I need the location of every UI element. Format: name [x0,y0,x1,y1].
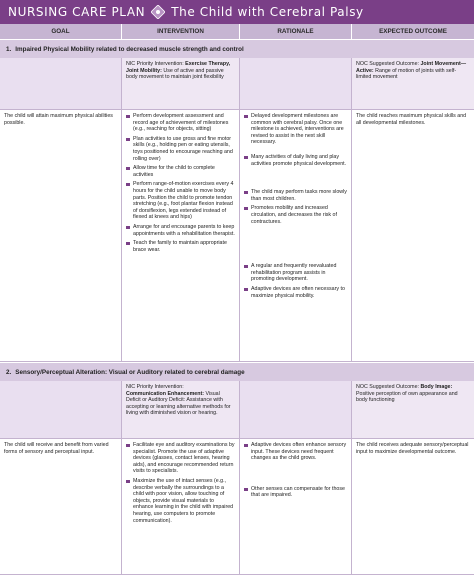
intervention-cell [122,439,240,575]
nic-prefix: NIC Priority Intervention: [126,384,184,390]
intervention-text: Maximize the use of intact senses (e.g., describe verbally the surroundings to a child with poor vision, allow touching of objects, provide visual materials to enhance learning in the child with impaired hearing, use computers to promote communication). [133,477,234,524]
list-item [244,205,347,225]
list-item [126,136,235,162]
outcome-cell [352,439,474,575]
rationale-text: Promotes mobility and increased circulation, and decreases the risk of contractures. [251,205,337,225]
intervention-text: Facilitate eye and auditory examinations by specialist. Promote the use of adaptive devices (glasses, contact lenses, hearing aids), and encourage recommended return visits to specialists. [133,442,235,475]
list-item [126,165,235,178]
section-1-nic-row [0,58,474,110]
noc-rest: Positive perception of own appearance and body functioning [356,390,458,404]
noc-bold: Body Image: [420,384,453,390]
intervention-cell [122,110,240,362]
rationale-text: Adaptive devices often enhance sensory input. These devices need frequent changes as the child grows. [251,442,347,462]
nic-cell [122,58,240,110]
section-2-nic-row [0,381,474,439]
intervention-text: Arrange for and encourage parents to keep appointments with a rehabilitation therapist. [133,223,235,237]
rationale-text: A regular and frequently reevaluated rehabilitation program assists in promoting development. [251,263,337,283]
noc-cell [352,381,474,439]
empty-cell [0,381,122,439]
list-item [126,113,235,133]
goal-text: The child will attain maximum physical abilities possible. [4,113,113,126]
section-2-title [0,362,474,381]
section-1-heading: Impaired Physical Mobility related to decreased muscle strength and control [15,45,244,53]
header-goal: GOAL [0,24,122,39]
list-item [244,486,347,499]
section-1-content-row [0,110,474,362]
nic-bold: Communication Enhancement: [126,390,204,397]
list-item [126,478,235,524]
nic-bold: Exercise Therapy, Joint Mobility: [126,61,231,74]
intervention-text: Plan activities to use gross and fine motor skills (e.g., holding pen or eating utensils, toys positioned to encourage reaching and rolling over) [133,135,233,162]
list-item [244,189,347,202]
rationale-cell [240,110,352,362]
list-item [244,113,347,146]
noc-prefix: NOC Suggested Outcome: [356,384,421,390]
list-item [244,286,347,299]
goal-cell [0,110,122,362]
header-intervention: INTERVENTION [122,24,240,39]
list-item [244,154,347,167]
section-2-number: 2. [6,368,12,376]
section-2-heading: Sensory/Perceptual Alteration: Visual or Auditory related to cerebral damage [15,368,245,376]
header-rationale: RATIONALE [240,24,352,39]
noc-bold: Joint Movement—Active: [356,61,467,74]
nic-rest: Use of active and passive body movement to maintain joint flexibility [126,67,224,81]
noc-cell [352,58,474,110]
goal-text: The child will receive and benefit from varied forms of sensory and perceptual input. [4,442,109,455]
list-item [244,263,347,283]
column-headers [0,24,474,39]
noc-prefix: NOC Suggested Outcome: [356,61,421,67]
rationale-text: Many activities of daily living and play activities promote physical development. [251,153,347,167]
rationale-text: The child may perform tasks more slowly than most children. [251,189,347,202]
rationale-text: Delayed development milestones are common with cerebral palsy. Once one milestone is achieved, interventions are revised to assist in the next skill necessary. [251,113,344,146]
banner-left-title: NURSING CARE PLAN [8,5,146,19]
list-item [244,442,347,462]
rationale-text: Adaptive devices are often necessary to maximize physical mobility. [251,285,345,299]
care-plan-banner [0,0,474,24]
intervention-text: Perform development assessment and record age of achievement of milestones (e.g., reaching for objects, sitting) [133,113,229,133]
section-2-content-row [0,439,474,575]
nic-prefix: NIC Priority Intervention: [126,61,186,67]
intervention-text: Perform range-of-motion exercises every 4 hours for the child unable to move body parts. Position the child to promote tendon stretching (e.g., foot plantar flexion instead of dorsiflexion, legs extended instead of flexed at knees and hips) [133,181,234,221]
noc-rest: Range of motion of joints with self-limited movement [356,67,457,81]
nic-cell [122,381,240,439]
empty-cell [240,381,352,439]
list-item [126,181,235,221]
list-item [126,224,235,237]
empty-cell [0,58,122,110]
banner-right-title: The Child with Cerebral Palsy [171,5,364,19]
empty-cell [240,58,352,110]
intervention-text: Allow time for the child to complete activities [133,165,215,178]
outcome-text: The child receives adequate sensory/perceptual input to maximize developmental outcome. [356,442,469,455]
list-item [126,240,235,253]
list-item [126,442,235,475]
header-expected-outcome: EXPECTED OUTCOME [379,28,447,35]
outcome-text: The child reaches maximum physical skills and all developmental milestones. [356,113,467,126]
outcome-cell [352,110,474,362]
diamond-emblem-icon [151,5,165,19]
intervention-text: Teach the family to maintain appropriate brace wear. [133,240,227,253]
goal-cell [0,439,122,575]
rationale-text: Other senses can compensate for those that are impaired. [251,485,345,499]
rationale-cell [240,439,352,575]
section-1-number: 1. [6,45,12,53]
section-1-title [0,39,474,58]
nic-rest: Visual Deficit or Auditory Deficit: Assistance with accepting or learning alternative methods for living with diminished vision or hearing. [126,390,231,417]
